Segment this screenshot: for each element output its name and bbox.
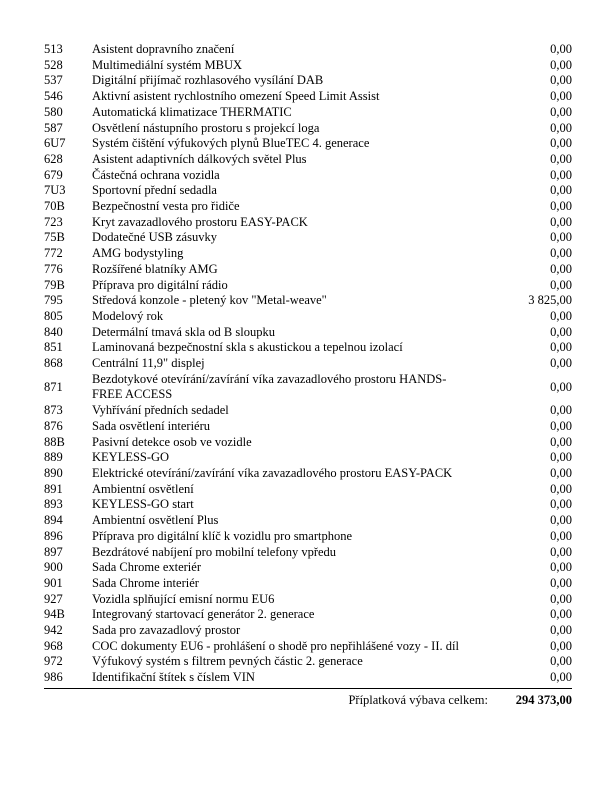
- option-price: 0,00: [550, 356, 572, 371]
- option-code: 889: [44, 450, 63, 465]
- option-description: Ambientní osvětlení: [92, 481, 194, 496]
- option-code: 75B: [44, 230, 65, 245]
- table-row: [44, 403, 572, 419]
- option-description: Vyhřívání předních sedadel: [92, 403, 229, 418]
- option-price: 0,00: [550, 246, 572, 261]
- option-code: 927: [44, 591, 63, 606]
- option-price: 0,00: [550, 450, 572, 465]
- option-description: Vozidla splňující emisní normu EU6: [92, 591, 275, 606]
- option-price: 0,00: [550, 544, 572, 559]
- option-description: Multimediální systém MBUX: [92, 57, 242, 72]
- total-divider: [44, 688, 572, 689]
- table-row: [44, 435, 572, 451]
- table-row: [44, 529, 572, 545]
- total-label: Příplatková výbava celkem:: [348, 692, 488, 707]
- option-description: KEYLESS-GO start: [92, 497, 194, 512]
- option-description: Pasivní detekce osob ve vozidle: [92, 434, 252, 449]
- option-description: KEYLESS-GO: [92, 450, 170, 465]
- option-code: 772: [44, 246, 63, 261]
- option-description: Asistent dopravního značení: [92, 42, 235, 56]
- option-description: Výfukový systém s filtrem pevných částic 2. generace: [92, 654, 363, 669]
- option-code: 6U7: [44, 136, 66, 151]
- option-description: Identifikační štítek s číslem VIN: [92, 670, 255, 685]
- option-price: 0,00: [550, 340, 572, 355]
- table-row: [44, 215, 572, 231]
- table-row: [44, 576, 572, 592]
- option-code: 986: [44, 670, 63, 685]
- option-description: Příprava pro digitální rádio: [92, 277, 228, 292]
- table-row: [44, 513, 572, 529]
- option-price: 0,00: [550, 403, 572, 418]
- option-description: Sportovní přední sedadla: [92, 183, 217, 198]
- option-description: Osvětlení nástupního prostoru s projekcí loga: [92, 120, 320, 135]
- option-code: 587: [44, 120, 63, 135]
- option-description: Částečná ochrana vozidla: [92, 167, 220, 182]
- option-code: 891: [44, 481, 63, 496]
- table-row: [44, 623, 572, 639]
- option-code: 7U3: [44, 183, 66, 198]
- option-price: 0,00: [550, 89, 572, 104]
- option-description: Centrální 11,9" displej: [92, 356, 205, 371]
- option-description: Ambientní osvětlení Plus: [92, 513, 219, 528]
- option-price: 0,00: [550, 591, 572, 606]
- option-description: Dodatečné USB zásuvky: [92, 230, 217, 245]
- option-code: 894: [44, 513, 63, 528]
- options-table: [44, 42, 572, 686]
- option-code: 70B: [44, 199, 65, 214]
- option-code: 776: [44, 261, 63, 276]
- option-code: 528: [44, 57, 63, 72]
- option-code: 893: [44, 497, 63, 512]
- table-row: [44, 89, 572, 105]
- option-price: 3 825,00: [528, 293, 572, 308]
- table-row: [44, 309, 572, 325]
- option-code: 537: [44, 73, 63, 88]
- option-price: 0,00: [550, 607, 572, 622]
- option-code: 513: [44, 42, 63, 56]
- table-row: [44, 58, 572, 74]
- option-price: 0,00: [550, 324, 572, 339]
- table-row: [44, 246, 572, 262]
- option-code: 580: [44, 104, 63, 119]
- option-price: 0,00: [550, 481, 572, 496]
- option-code: 890: [44, 465, 63, 480]
- table-row: [44, 199, 572, 215]
- option-code: 851: [44, 340, 63, 355]
- option-description: Sada osvětlení interiéru: [92, 418, 211, 433]
- option-price: 0,00: [550, 638, 572, 653]
- option-price: 0,00: [550, 670, 572, 685]
- table-row: [44, 105, 572, 121]
- option-price: 0,00: [550, 418, 572, 433]
- option-code: 795: [44, 293, 63, 308]
- table-row: [44, 136, 572, 152]
- option-code: 900: [44, 560, 63, 575]
- table-row: [44, 670, 572, 686]
- option-description: Kryt zavazadlového prostoru EASY-PACK: [92, 214, 308, 229]
- option-description: Rozšířené blatníky AMG: [92, 261, 218, 276]
- option-price: 0,00: [550, 434, 572, 449]
- option-price: 0,00: [550, 308, 572, 323]
- table-row: [44, 183, 572, 199]
- option-price: 0,00: [550, 528, 572, 543]
- total-row: [44, 693, 572, 709]
- option-code: 868: [44, 356, 63, 371]
- option-description: Elektrické otevírání/zavírání víka zavazadlového prostoru EASY-PACK: [92, 465, 453, 480]
- option-price: 0,00: [550, 151, 572, 166]
- option-price: 0,00: [550, 183, 572, 198]
- option-price: 0,00: [550, 465, 572, 480]
- option-code: 805: [44, 308, 63, 323]
- option-price: 0,00: [550, 277, 572, 292]
- option-description: Bezpečnostní vesta pro řidiče: [92, 199, 240, 214]
- option-description: Bezdrátové nabíjení pro mobilní telefony vpředu: [92, 544, 337, 559]
- option-description: Sada Chrome interiér: [92, 575, 199, 590]
- table-row: [44, 73, 572, 89]
- table-row: [44, 466, 572, 482]
- total-value: 294 373,00: [515, 692, 572, 707]
- option-description: COC dokumenty EU6 - prohlášení o shodě pro nepřihlášené vozy - II. díl: [92, 638, 459, 653]
- option-code: 628: [44, 151, 63, 166]
- option-price: 0,00: [550, 214, 572, 229]
- option-price: 0,00: [550, 199, 572, 214]
- option-description: Systém čištění výfukových plynů BlueTEC 4. generace: [92, 136, 370, 151]
- option-description: Integrovaný startovací generátor 2. generace: [92, 607, 315, 622]
- option-price: 0,00: [550, 120, 572, 135]
- option-description: Bezdotykové otevírání/zavírání víka zavazadlového prostoru HANDS-FREE ACCESS: [92, 371, 447, 402]
- option-price: 0,00: [550, 73, 572, 88]
- option-code: 840: [44, 324, 63, 339]
- option-code: 79B: [44, 277, 65, 292]
- option-code: 873: [44, 403, 63, 418]
- option-code: 968: [44, 638, 63, 653]
- option-description: Asistent adaptivních dálkových světel Plus: [92, 151, 307, 166]
- table-row: [44, 560, 572, 576]
- option-description: Sada Chrome exteriér: [92, 560, 201, 575]
- table-row: [44, 654, 572, 670]
- table-row: [44, 42, 572, 58]
- option-code: 88B: [44, 434, 65, 449]
- table-row: [44, 325, 572, 341]
- table-row: [44, 121, 572, 137]
- option-code: 942: [44, 623, 63, 638]
- option-code: 896: [44, 528, 63, 543]
- option-price: 0,00: [550, 261, 572, 276]
- table-row: [44, 482, 572, 498]
- option-price: 0,00: [550, 167, 572, 182]
- option-code: 901: [44, 575, 63, 590]
- option-price: 0,00: [550, 654, 572, 669]
- table-row: [44, 340, 572, 356]
- table-row: [44, 356, 572, 372]
- option-price: 0,00: [550, 575, 572, 590]
- table-row: [44, 592, 572, 608]
- table-row: [44, 607, 572, 623]
- option-description: Aktivní asistent rychlostního omezení Speed Limit Assist: [92, 89, 380, 104]
- option-price: 0,00: [550, 513, 572, 528]
- table-row: [44, 545, 572, 561]
- table-row: [44, 372, 572, 403]
- option-price: 0,00: [550, 560, 572, 575]
- option-code: 972: [44, 654, 63, 669]
- option-code: 897: [44, 544, 63, 559]
- option-code: 94B: [44, 607, 65, 622]
- option-price: 0,00: [550, 230, 572, 245]
- table-row: [44, 168, 572, 184]
- option-description: AMG bodystyling: [92, 246, 184, 261]
- option-code: 679: [44, 167, 63, 182]
- table-row: [44, 639, 572, 655]
- option-code: 871: [44, 379, 63, 394]
- option-price: 0,00: [550, 136, 572, 151]
- table-row: [44, 450, 572, 466]
- option-description: Automatická klimatizace THERMATIC: [92, 104, 292, 119]
- table-row: [44, 497, 572, 513]
- table-row: [44, 419, 572, 435]
- table-row: [44, 262, 572, 278]
- table-row: [44, 230, 572, 246]
- option-code: 546: [44, 89, 63, 104]
- option-code: 876: [44, 418, 63, 433]
- table-row: [44, 293, 572, 309]
- option-description: Příprava pro digitální klíč k vozidlu pro smartphone: [92, 528, 353, 543]
- option-price: 0,00: [550, 379, 572, 394]
- option-price: 0,00: [550, 497, 572, 512]
- option-code: 723: [44, 214, 63, 229]
- option-price: 0,00: [550, 623, 572, 638]
- option-description: Modelový rok: [92, 308, 164, 323]
- option-description: Digitální přijímač rozhlasového vysílání DAB: [92, 73, 324, 88]
- option-price: 0,00: [550, 42, 572, 56]
- table-row: [44, 278, 572, 294]
- table-row: [44, 152, 572, 168]
- option-price: 0,00: [550, 104, 572, 119]
- option-description: Sada pro zavazadlový prostor: [92, 623, 241, 638]
- option-description: Středová konzole - pletený kov "Metal-weave": [92, 293, 327, 308]
- option-description: Determální tmavá skla od B sloupku: [92, 324, 275, 339]
- option-description: Laminovaná bezpečnostní skla s akustickou a tepelnou izolací: [92, 340, 403, 355]
- option-price: 0,00: [550, 57, 572, 72]
